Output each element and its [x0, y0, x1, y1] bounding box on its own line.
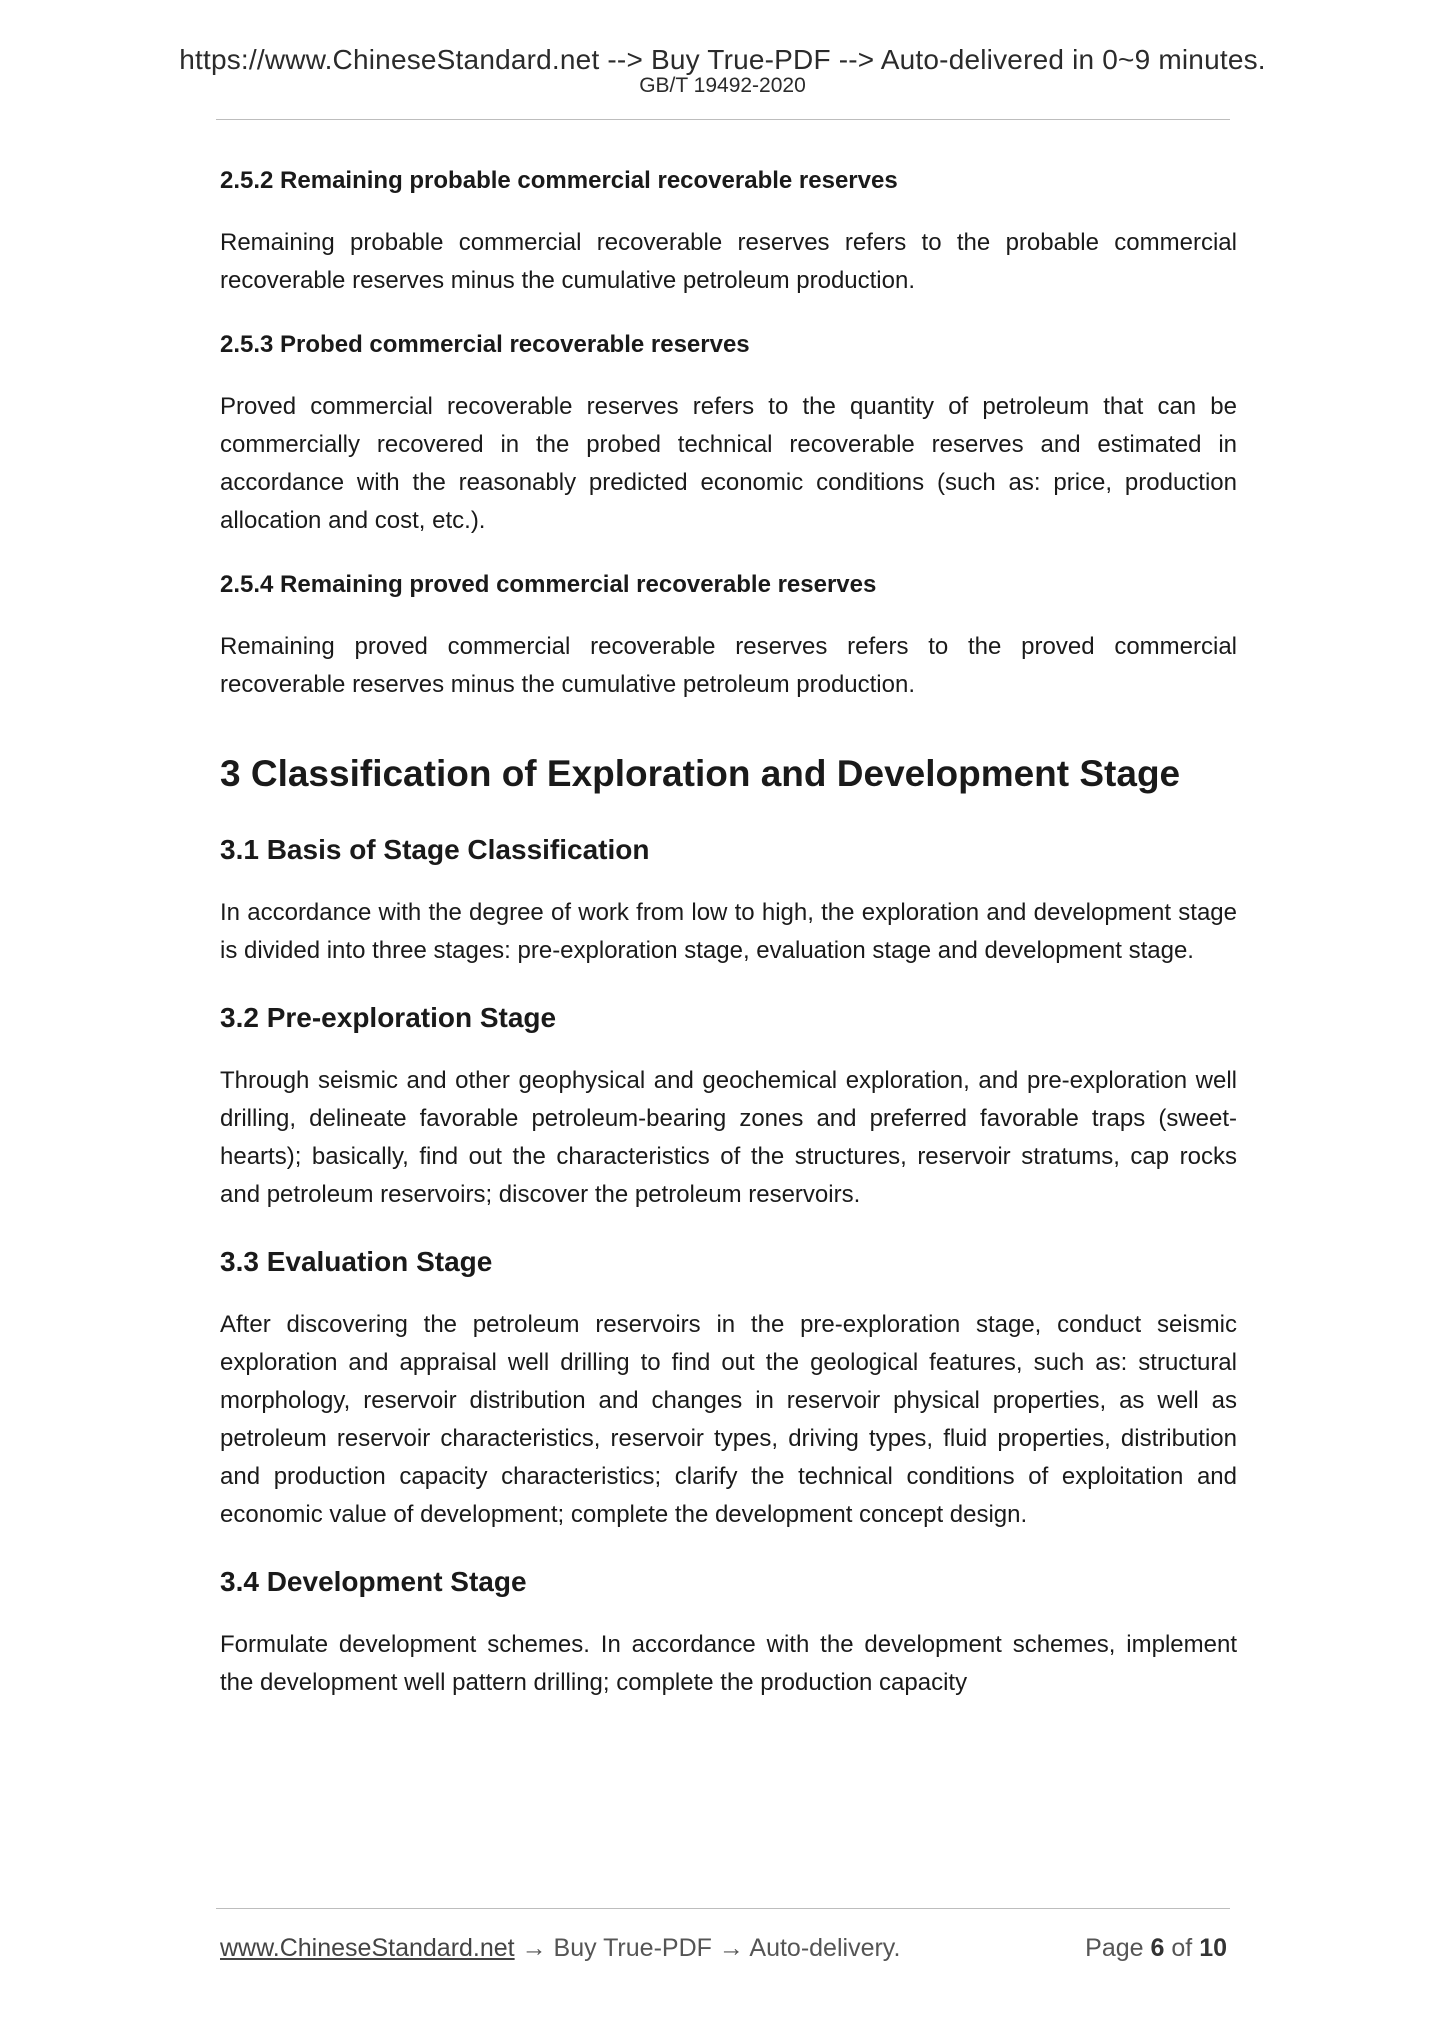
page-content [220, 164, 1237, 1730]
clause-2-5-3-text: Proved commercial recoverable reserves refers to the quantity of petroleum that can be commercially recovered in the probed technical recoverable reserves and estimated in accordance with the reasonably predicted economic conditions (such as: price, production allocation and cost, etc.). [220, 393, 1237, 534]
page-current: 6 [1150, 1934, 1165, 1962]
page-number [1085, 1934, 1227, 1963]
section-3-heading: 3 Classification of Exploration and Development Stage [220, 753, 1181, 794]
clause-3-3-heading: 3.3 Evaluation Stage [220, 1246, 493, 1277]
top-banner: https://www.ChineseStandard.net --> Buy True-PDF --> Auto-delivered in 0~9 minutes. [179, 44, 1266, 75]
footer-promo [220, 1934, 900, 1963]
clause-3-1-text: In accordance with the degree of work from low to high, the exploration and development stage is divided into three stages: pre-exploration stage, evaluation stage and development stage. [220, 899, 1237, 964]
page-of-label: of [1171, 1934, 1193, 1962]
clause-3-1-heading: 3.1 Basis of Stage Classification [220, 834, 650, 865]
clause-3-4-heading: 3.4 Development Stage [220, 1566, 527, 1597]
document-code: GB/T 19492-2020 [639, 74, 806, 97]
clause-2-5-4-heading: 2.5.4 Remaining proved commercial recoverable reserves [220, 571, 877, 598]
clause-2-5-2-heading: 2.5.2 Remaining probable commercial recoverable reserves [220, 167, 898, 194]
header-divider [216, 119, 1230, 120]
page-label: Page [1085, 1934, 1144, 1962]
clause-2-5-4-text: Remaining proved commercial recoverable reserves refers to the proved commercial recoverable reserves minus the cumulative petroleum production. [220, 633, 1237, 698]
page-total: 10 [1199, 1934, 1227, 1962]
clause-3-4-text: Formulate development schemes. In accordance with the development schemes, implement the development well pattern drilling; complete the production capacity [220, 1631, 1237, 1696]
clause-3-2-text: Through seismic and other geophysical and geochemical exploration, and pre-exploration well drilling, delineate favorable petroleum-bearing zones and preferred favorable traps (sweet-hearts); basically, find out the characteristics of the structures, reservoir stratums, cap rocks and petroleum reservoirs; discover the petroleum reservoirs. [220, 1067, 1237, 1208]
clause-3-2-heading: 3.2 Pre-exploration Stage [220, 1002, 557, 1033]
footer-site-link[interactable]: www.ChineseStandard.net [220, 1934, 515, 1962]
clause-2-5-3-heading: 2.5.3 Probed commercial recoverable reserves [220, 331, 750, 358]
clause-2-5-2-text: Remaining probable commercial recoverable reserves refers to the probable commercial recoverable reserves minus the cumulative petroleum production. [220, 229, 1237, 294]
clause-3-3-text: After discovering the petroleum reservoirs in the pre-exploration stage, conduct seismic exploration and appraisal well drilling to find out the geological features, such as: structural morphology, reservoir distribution and changes in reservoir physical properties, as well as petroleum reservoir characteristics, reservoir types, driving types, fluid properties, distribution and production capacity characteristics; clarify the technical conditions of exploitation and economic value of development; complete the development concept design. [220, 1311, 1237, 1528]
footer-divider [216, 1908, 1230, 1909]
footer-tagline: → Buy True-PDF → Auto-delivery. [514, 1934, 901, 1962]
